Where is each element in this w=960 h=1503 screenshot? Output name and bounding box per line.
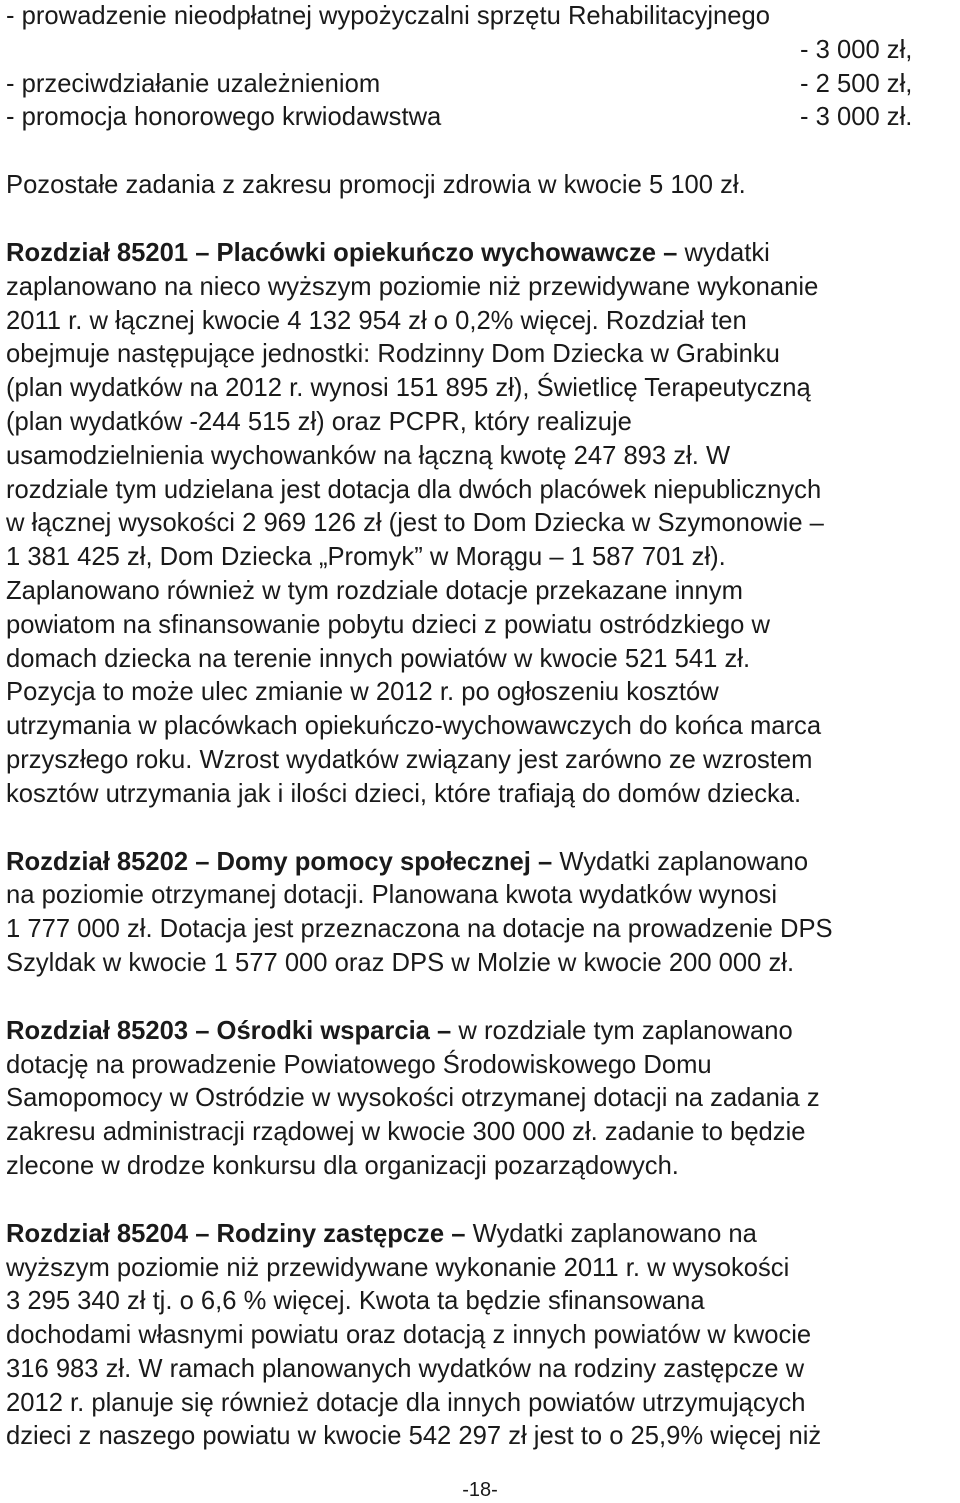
section-85201-line: Zaplanowano również w tym rozdziale dotacje przekazane innym bbox=[6, 576, 743, 605]
section-85201-line: w łącznej wysokości 2 969 126 zł (jest to Dom Dziecka w Szymonowie – bbox=[6, 509, 824, 538]
section-85204-line: dochodami własnymi powiatu oraz dotacją z innych powiatów w kwocie bbox=[6, 1321, 812, 1350]
section-85203-line: Samopomocy w Ostródzie w wysokości otrzymanej dotacji na zadania z bbox=[6, 1084, 820, 1113]
list-item-rehab-amount-row bbox=[6, 34, 954, 68]
list-item-rehab-equipment bbox=[6, 0, 954, 34]
list-item-amount: - 3 000 zł. bbox=[800, 103, 913, 132]
section-85202-heading-rest: Wydatki zaplanowano bbox=[552, 847, 809, 876]
list-item-blood-donation bbox=[6, 101, 954, 135]
list-item-text: - prowadzenie nieodpłatnej wypożyczalni sprzętu Rehabilitacyjnego bbox=[6, 2, 770, 30]
section-85201-line: przyszłego roku. Wzrost wydatków związany jest zarówno ze wzrostem bbox=[6, 745, 813, 774]
section-85203-heading-rest: w rozdziale tym zaplanowano bbox=[451, 1016, 793, 1045]
section-85201-line: Pozycja to może ulec zmianie w 2012 r. po ogłoszeniu kosztów bbox=[6, 678, 719, 707]
section-85202-line bbox=[6, 846, 954, 880]
section-85204-line: wyższym poziomie niż przewidywane wykonanie 2011 r. w wysokości bbox=[6, 1253, 790, 1282]
section-85201-line: kosztów utrzymania jak i ilości dzieci, które trafiają do domów dziecka. bbox=[6, 779, 802, 808]
section-85201-line: usamodzielnienia wychowanków na łączną kwotę 247 893 zł. W bbox=[6, 441, 731, 470]
section-85203-line: dotację na prowadzenie Powiatowego Środowiskowego Domu bbox=[6, 1050, 712, 1079]
section-85204-heading: Rozdział 85204 – Rodziny zastępcze – bbox=[6, 1219, 466, 1248]
page-number: -18- bbox=[462, 1479, 498, 1501]
section-85201 bbox=[6, 237, 954, 812]
section-85201-line: (plan wydatków -244 515 zł) oraz PCPR, który realizuje bbox=[6, 407, 632, 436]
section-85201-line: domach dziecka na terenie innych powiatów w kwocie 521 541 zł. bbox=[6, 644, 751, 673]
list-item-amount: - 2 500 zł, bbox=[800, 69, 913, 98]
section-85203-line: zakresu administracji rządowej w kwocie 300 000 zł. zadanie to będzie bbox=[6, 1118, 806, 1147]
section-85202-heading: Rozdział 85202 – Domy pomocy społecznej – bbox=[6, 847, 553, 876]
section-85201-heading: Rozdział 85201 – Placówki opiekuńczo wychowawcze – bbox=[6, 238, 678, 267]
section-85204-line: 3 295 340 zł tj. o 6,6 % więcej. Kwota ta będzie sfinansowana bbox=[6, 1287, 705, 1316]
section-85201-line: zaplanowano na nieco wyższym poziomie niż przewidywane wykonanie bbox=[6, 272, 819, 301]
section-85201-line: 2011 r. w łącznej kwocie 4 132 954 zł o 0,2% więcej. Rozdział ten bbox=[6, 306, 747, 335]
section-85202-line: na poziomie otrzymanej dotacji. Planowana kwota wydatków wynosi bbox=[6, 881, 778, 910]
section-85201-line bbox=[6, 237, 954, 271]
section-85203-line: zlecone w drodze konkursu dla organizacji pozarządowych. bbox=[6, 1151, 679, 1180]
section-85203-heading: Rozdział 85203 – Ośrodki wsparcia – bbox=[6, 1016, 452, 1045]
section-85204-line: 2012 r. planuje się również dotacje dla innych powiatów utrzymujących bbox=[6, 1388, 806, 1417]
section-85202-line: Szyldak w kwocie 1 577 000 oraz DPS w Molzie w kwocie 200 000 zł. bbox=[6, 948, 795, 977]
section-85201-line: powiatom na sfinansowanie pobytu dzieci z powiatu ostródzkiego w bbox=[6, 610, 770, 639]
section-85204-heading-rest: Wydatki zaplanowano na bbox=[465, 1219, 757, 1248]
section-85203-line bbox=[6, 1015, 954, 1049]
section-85201-line: (plan wydatków na 2012 r. wynosi 151 895 zł), Świetlicę Terapeutyczną bbox=[6, 374, 811, 403]
section-85203 bbox=[6, 1015, 954, 1184]
section-85204 bbox=[6, 1218, 954, 1455]
section-85202 bbox=[6, 846, 954, 981]
section-85204-line: dzieci z naszego powiatu w kwocie 542 297 zł jest to o 25,9% więcej niż bbox=[6, 1422, 822, 1451]
list-item-text: - przeciwdziałanie uzależnieniom bbox=[6, 69, 381, 98]
section-85201-line: utrzymania w placówkach opiekuńczo-wychowawczych do końca marca bbox=[6, 712, 822, 741]
remaining-tasks-paragraph: Pozostałe zadania z zakresu promocji zdrowia w kwocie 5 100 zł. bbox=[6, 171, 746, 200]
section-85201-line: rozdziale tym udzielana jest dotacja dla dwóch placówek niepublicznych bbox=[6, 475, 822, 504]
section-85201-line: obejmuje następujące jednostki: Rodzinny Dom Dziecka w Grabinku bbox=[6, 340, 780, 369]
section-85204-line bbox=[6, 1218, 954, 1252]
section-85201-line: 1 381 425 zł, Dom Dziecka „Promyk” w Morągu – 1 587 701 zł). bbox=[6, 543, 726, 572]
list-item-addiction bbox=[6, 68, 954, 102]
list-item-text: - promocja honorowego krwiodawstwa bbox=[6, 103, 442, 132]
document-page bbox=[6, 0, 954, 1454]
section-85201-heading-rest: wydatki bbox=[677, 238, 770, 267]
list-item-amount: - 3 000 zł, bbox=[800, 35, 913, 64]
section-85204-line: 316 983 zł. W ramach planowanych wydatków na rodziny zastępcze w bbox=[6, 1354, 805, 1383]
section-85202-line: 1 777 000 zł. Dotacja jest przeznaczona na dotacje na prowadzenie DPS bbox=[6, 915, 833, 944]
